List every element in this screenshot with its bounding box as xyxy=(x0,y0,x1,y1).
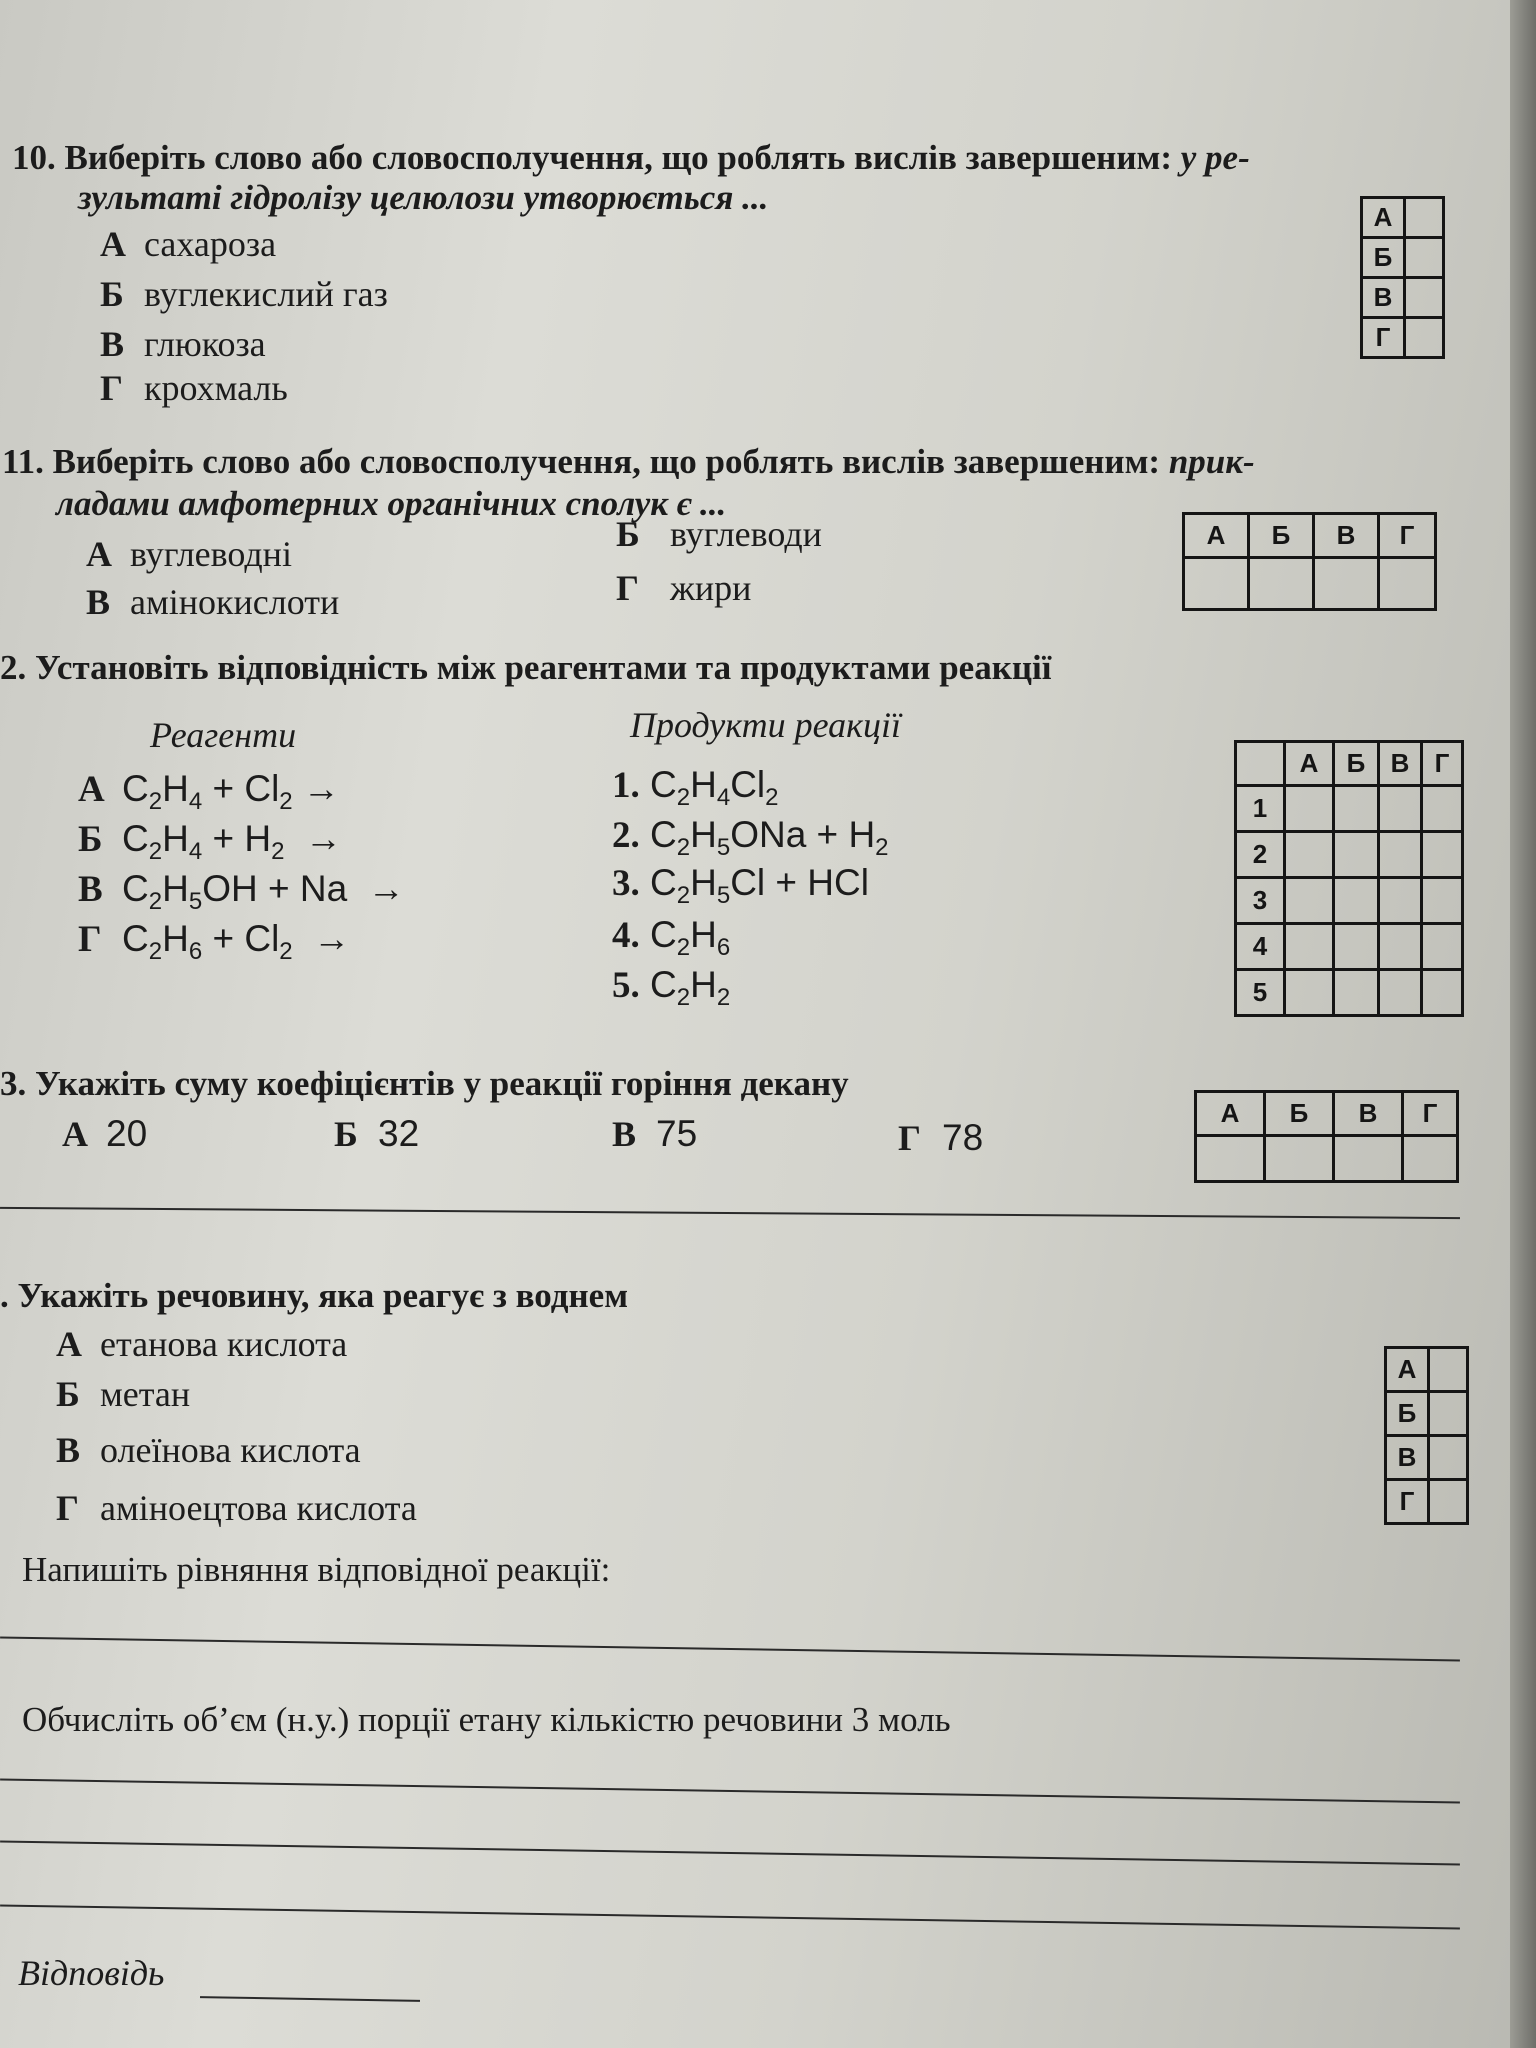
q14-option-d[interactable]: Г аміноецтова кислота xyxy=(56,1488,417,1528)
q12-grid-cell[interactable] xyxy=(1379,878,1422,924)
q14-number: . xyxy=(0,1276,9,1315)
q14-answer-grid xyxy=(1384,1346,1469,1525)
q12-grid-cell[interactable] xyxy=(1285,832,1334,878)
q12-product-2: 2. $C_2H_5ONa + H_2$ xyxy=(612,814,889,861)
q12-grid-cell[interactable] xyxy=(1334,970,1379,1016)
q12-stem-text: Установіть відповідність між реагентами та продуктами реакції xyxy=(35,648,1052,687)
q12-grid-cell[interactable] xyxy=(1422,970,1463,1016)
q11-grid-cell-d[interactable] xyxy=(1379,558,1436,610)
q10-grid-label-a: А xyxy=(1362,198,1405,238)
q12-grid-cell[interactable] xyxy=(1334,878,1379,924)
q12-product-5: 5. $C_2H_2$ xyxy=(612,964,731,1011)
q13-grid-cell-a[interactable] xyxy=(1196,1136,1265,1182)
q12-products-heading: Продукти реакції xyxy=(630,705,901,745)
q11-grid-label-b: Б xyxy=(1249,514,1314,558)
q11-stem xyxy=(2,442,1432,482)
q11-grid-label-d: Г xyxy=(1379,514,1436,558)
q13-option-c[interactable]: В 75 xyxy=(612,1113,698,1154)
q12-grid-cell[interactable] xyxy=(1379,924,1422,970)
q12-grid-cell[interactable] xyxy=(1422,924,1463,970)
q12-grid-row-3: 3 xyxy=(1236,878,1285,924)
q12-grid-cell[interactable] xyxy=(1422,786,1463,832)
q13-answer-grid xyxy=(1194,1090,1459,1183)
q12-product-3: 3. $C_2H_5Cl$ + HCl xyxy=(612,862,869,909)
section-divider xyxy=(0,1207,1460,1219)
q14-grid-label-a: А xyxy=(1386,1348,1429,1392)
q14-stem-text: Укажіть речовину, яка реагує з воднем xyxy=(17,1276,629,1315)
q12-product-4: 4. $C_2H_6$ xyxy=(612,914,731,961)
q12-grid-cell[interactable] xyxy=(1285,786,1334,832)
q12-grid-cell[interactable] xyxy=(1379,786,1422,832)
q14-grid-cell-b[interactable] xyxy=(1429,1392,1468,1436)
q14-grid-cell-c[interactable] xyxy=(1429,1436,1468,1480)
q12-grid-cell[interactable] xyxy=(1422,832,1463,878)
q11-grid-cell-c[interactable] xyxy=(1314,558,1379,610)
q14-grid-label-d: Г xyxy=(1386,1480,1429,1524)
q10-grid-cell-b[interactable] xyxy=(1405,238,1444,278)
q13-grid-label-a: А xyxy=(1196,1092,1265,1136)
q11-grid-cell-a[interactable] xyxy=(1184,558,1249,610)
q12-grid-cell[interactable] xyxy=(1379,832,1422,878)
q12-grid-row-1: 1 xyxy=(1236,786,1285,832)
q14-option-b[interactable]: Б метан xyxy=(56,1374,191,1414)
q10-grid-label-d: Г xyxy=(1362,318,1405,358)
q11-grid-label-a: А xyxy=(1184,514,1249,558)
q13-option-a[interactable]: А 20 xyxy=(62,1113,148,1154)
q12-grid-cell[interactable] xyxy=(1285,970,1334,1016)
q12-reagent-d: Г $C_2H_6 + Cl_2$ → xyxy=(78,918,351,965)
q12-stem xyxy=(0,648,1300,688)
q12-grid-row-5: 5 xyxy=(1236,970,1285,1016)
q14-option-c[interactable]: В олеїнова кислота xyxy=(56,1430,361,1470)
q12-grid-row-4: 4 xyxy=(1236,924,1285,970)
q12-grid-label-a: А xyxy=(1285,742,1334,786)
q11-stem-text: Виберіть слово або словосполучення, що роблять вислів завершеним: xyxy=(52,442,1161,481)
q14-grid-cell-a[interactable] xyxy=(1429,1348,1468,1392)
q12-number: 2. xyxy=(0,648,27,687)
q13-number: 3. xyxy=(0,1064,27,1103)
q12-grid-cell[interactable] xyxy=(1334,786,1379,832)
q13-option-d[interactable]: Г 78 xyxy=(898,1117,984,1158)
q10-stem-italic-1: у ре- xyxy=(1180,138,1250,177)
q14-equation-prompt: Напишіть рівняння відповідної реакції: xyxy=(22,1550,611,1589)
q10-option-b[interactable]: Б вуглекислий газ xyxy=(100,274,388,314)
q14-grid-label-c: В xyxy=(1386,1436,1429,1480)
q10-grid-label-c: В xyxy=(1362,278,1405,318)
q10-number: 10. xyxy=(12,138,56,177)
q10-option-c[interactable]: В глюкоза xyxy=(100,324,266,364)
q11-number: 11. xyxy=(2,442,44,481)
q11-option-a[interactable]: А вуглеводні xyxy=(86,534,292,574)
q12-grid-label-b: Б xyxy=(1334,742,1379,786)
q13-grid-cell-b[interactable] xyxy=(1265,1136,1334,1182)
q11-grid-label-c: В xyxy=(1314,514,1379,558)
q14-stem xyxy=(0,1276,1100,1316)
q15-answer-label: Відповідь xyxy=(18,1953,165,1993)
q13-grid-cell-c[interactable] xyxy=(1334,1136,1403,1182)
q12-grid-cell[interactable] xyxy=(1334,832,1379,878)
q11-grid-cell-b[interactable] xyxy=(1249,558,1314,610)
q12-product-1: 1. $C_2H_4Cl_2$ xyxy=(612,764,779,811)
q11-stem-italic-1: прик- xyxy=(1168,442,1255,481)
q12-grid-row-2: 2 xyxy=(1236,832,1285,878)
q12-grid-cell[interactable] xyxy=(1334,924,1379,970)
q10-stem-text: Виберіть слово або словосполучення, що роблять вислів завершеним: xyxy=(64,138,1173,177)
q11-option-c[interactable]: В амінокислоти xyxy=(86,582,340,622)
q15-answer-line[interactable] xyxy=(0,1905,1460,1930)
q15-answer-line[interactable] xyxy=(0,1779,1460,1804)
q14-grid-cell-d[interactable] xyxy=(1429,1480,1468,1524)
q10-stem xyxy=(12,138,1432,178)
q12-grid-label-c: В xyxy=(1379,742,1422,786)
q12-grid-cell[interactable] xyxy=(1379,970,1422,1016)
q14-grid-label-b: Б xyxy=(1386,1392,1429,1436)
q11-stem-line2: ладами амфотерних органічних сполук є ... xyxy=(56,484,727,523)
q13-stem-text: Укажіть суму коефіцієнтів у реакції горіння декану xyxy=(35,1064,849,1103)
page-edge-shadow xyxy=(1510,0,1536,2048)
q10-option-a[interactable]: А сахароза xyxy=(100,224,277,264)
q10-answer-grid xyxy=(1360,196,1445,359)
q10-stem-line2: зультаті гідролізу целюлози утворюється ... xyxy=(78,178,769,217)
q10-grid-cell-a[interactable] xyxy=(1405,198,1444,238)
q13-grid-label-d: Г xyxy=(1403,1092,1458,1136)
q13-grid-cell-d[interactable] xyxy=(1403,1136,1458,1182)
q14-option-a[interactable]: А етанова кислота xyxy=(56,1324,348,1364)
q11-option-d[interactable]: Г жири xyxy=(616,568,752,608)
q13-stem xyxy=(0,1064,1100,1104)
q12-reagent-b: Б $C_2H_4 + H_2$ → xyxy=(78,818,342,865)
q13-grid-label-c: В xyxy=(1334,1092,1403,1136)
q11-answer-grid xyxy=(1182,512,1437,611)
q12-reagent-a: А $C_2H_4 + Cl_2$ → xyxy=(78,768,340,815)
q12-reagents-heading: Реагенти xyxy=(150,715,297,755)
q10-grid-cell-d[interactable] xyxy=(1405,318,1444,358)
q12-answer-grid xyxy=(1234,740,1464,1017)
q12-grid-cell[interactable] xyxy=(1285,878,1334,924)
q15-answer-field[interactable] xyxy=(200,1996,420,2002)
q10-grid-cell-c[interactable] xyxy=(1405,278,1444,318)
q11-option-b[interactable]: Б вуглеводи xyxy=(616,514,822,554)
q12-grid-corner xyxy=(1236,742,1285,786)
q10-option-d[interactable]: Г крохмаль xyxy=(100,368,288,408)
q15-answer-line[interactable] xyxy=(0,1841,1460,1866)
q12-grid-label-d: Г xyxy=(1422,742,1463,786)
q10-grid-label-b: Б xyxy=(1362,238,1405,278)
q15-stem: Обчисліть об’єм (н.у.) порції етану кількістю речовини 3 моль xyxy=(22,1700,951,1739)
q14-answer-line[interactable] xyxy=(0,1637,1460,1662)
q12-grid-cell[interactable] xyxy=(1285,924,1334,970)
q13-option-b[interactable]: Б 32 xyxy=(334,1113,420,1154)
q13-grid-label-b: Б xyxy=(1265,1092,1334,1136)
q12-grid-cell[interactable] xyxy=(1422,878,1463,924)
q12-reagent-c: В $C_2H_5OH + Na$ → xyxy=(78,868,405,915)
